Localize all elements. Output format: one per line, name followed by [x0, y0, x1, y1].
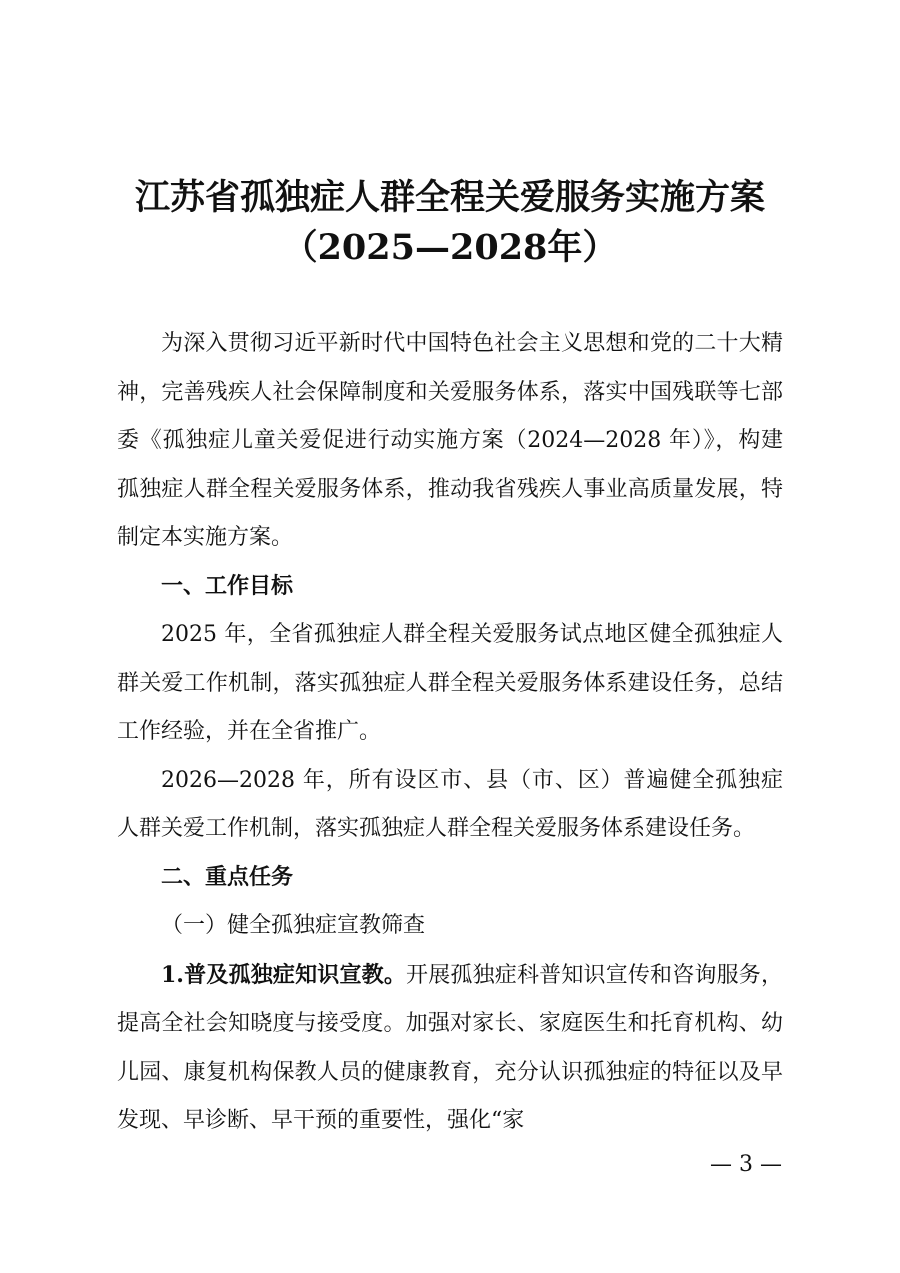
document-body [117, 320, 783, 1146]
goal-2026-2028-paragraph: 2026—2028 年，所有设区市、县（市、区）普遍健全孤独症人群关爱工作机制，落实孤独症人群全程关爱服务体系建设任务。 [117, 767, 783, 841]
item1-lead: 1.普及孤独症知识宣教。 [161, 961, 407, 988]
section-heading-key-tasks: 二、重点任务 [161, 864, 294, 890]
goal-2025-paragraph: 2025 年，全省孤独症人群全程关爱服务试点地区健全孤独症人群关爱工作机制，落实孤独症人群全程关爱服务体系建设任务，总结工作经验，并在全省推广。 [117, 622, 783, 744]
document-subtitle-years: （2025—2028年） [282, 227, 618, 268]
item1-text: 开展孤独症科普知识宣传和咨询服务，提高全社会知晓度与接受度。加强对家长、家庭医生和托育机构、幼儿园、康复机构保教人员的健康教育，充分认识孤独症的特征以及早发现、早诊断、早干预的重要性，强化“家 [117, 962, 783, 1133]
document-title: 江苏省孤独症人群全程关爱服务实施方案 [134, 177, 765, 218]
subsection-heading-screening: （一）健全孤独症宣教筛查 [161, 913, 426, 938]
intro-paragraph: 为深入贯彻习近平新时代中国特色社会主义思想和党的二十大精神，完善残疾人社会保障制度和关爱服务体系，落实中国残联等七部委《孤独症儿童关爱促进行动实施方案（2024—2028 年）》，构建孤独症人群全程关爱服务体系，推动我省残疾人事业高质量发展，特制定本实施方案。 [117, 331, 783, 550]
section-heading-goals: 一、工作目标 [161, 573, 294, 599]
page-number: — 3 — [710, 1152, 782, 1177]
item1-paragraph [117, 951, 783, 1146]
